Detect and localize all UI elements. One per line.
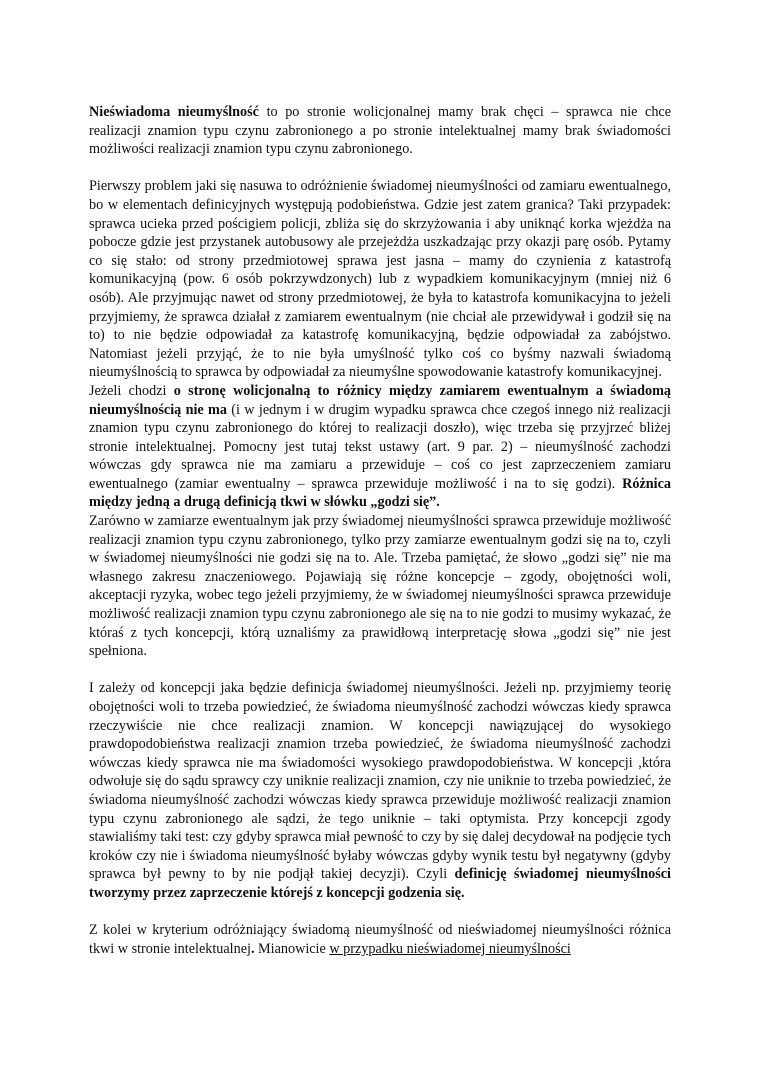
text-span: (i w jednym i w drugim wypadku sprawca chce czegoś innego niż realizacji znamion typu czynu zabronionego do której to realizacji doszło), więc trzeba się przyjrzeć bliżej stronie intelektualnej. Pomocny jest tutaj tekst ustawy (art. 9 par. 2) – nieumyślność zachodzi wówczas gdy sprawca nie ma zamiaru a przewiduje – coś co jest zaprzeczeniem zamiaru ewentualnego (zamiar ewentualny – sprawca przewiduje możliwość i na to się godzi). bbox=[89, 401, 671, 492]
text-span: Mianowicie bbox=[254, 940, 330, 957]
paragraph-kryterium bbox=[89, 921, 671, 958]
paragraph-definition bbox=[89, 103, 671, 159]
paragraph-koncepcje bbox=[89, 679, 671, 902]
paragraph-gap bbox=[89, 159, 671, 178]
bold-period: . bbox=[250, 940, 255, 957]
term-bold: Nieświadoma nieumyślność bbox=[89, 104, 259, 120]
text-span: Zarówno w zamiarze ewentualnym jak przy świadomej nieumyślności sprawca przewiduje możliwość realizacji znamion typu czynu zabronionego, tylko przy zamiarze ewentualnym godzi się na to, czyli w świadomej nieumyślności nie godzi się na to. Ale. Trzeba pamiętać, że słowo „godzi się” nie ma własnego zakresu znaczeniowego. Pojawiają się różne koncepcje – zgody, obojętności woli, akceptacji ryzyka, wobec tego jeżeli przyjmiemy, że w świadomej nieumyślności sprawca przewiduje możliwość realizacji znamion typu czynu zabronionego ale się na to nie godzi to musimy wykazać, że któraś z tych koncepcji, którą uznaliśmy za prawidłową interpretację słowa „godzi się” nie jest spełniona. bbox=[89, 513, 671, 660]
definition-text: to po stronie wolicjonalnej mamy brak chęci – sprawca nie chce realizacji znamion typu czynu zabronionego a po stronie intelektualnej mamy brak świadomości możliwości realizacji znamion typu czynu zabronionego. bbox=[89, 104, 672, 158]
document-page bbox=[89, 103, 671, 958]
paragraph-gap bbox=[89, 903, 671, 922]
bold-span: definicję świadomej nieumyślności tworzymy przez zaprzeczenie którejś z koncepcji godzenia się. bbox=[89, 866, 671, 901]
paragraph-gap bbox=[89, 661, 671, 680]
paragraph-wolicjonalna bbox=[89, 382, 671, 512]
problem-text: Pierwszy problem jaki się nasuwa to odróżnienie świadomej nieumyślności od zamiaru ewentualnego, bo w elementach definicyjnych występują podobieństwa. Gdzie jest zatem granica? Taki przypadek: sprawca ucieka przed pościgiem policji, zbliża się do skrzyżowania i aby uniknąć korka wjeżdża na pobocze gdzie jest przystanek autobusowy ale przejeżdża uszkadzając przy okazji parę osób. Pytamy co się stało: od strony przedmiotowej sprawa jest jasna – mamy do czynienia z katastrofą komunikacyjną (pow. 6 osób pokrzywdzonych) lub z wypadkiem komunikacyjnym (mniej niż 6 osób). Ale przyjmując nawet od strony przedmiotowej, że była to katastrofa komunikacyjna to jeżeli przyjmiemy, że sprawca działał z zamiarem ewentualnym (nie chciał ale przewidywał i godził się na to) to nie będzie odpowiadał za katastrofę komunikacyjną, będzie odpowiadał za zabójstwo. Natomiast jeżeli przyjąć, że to nie była umyślność tylko coś co byśmy nazwali świadomą nieumyślnością to sprawca by odpowiadał za nieumyślne spowodowanie katastrofy komunikacyjnej. bbox=[89, 178, 671, 381]
text-span: Jeżeli chodzi bbox=[89, 382, 174, 399]
bold-span: Różnica między jedną a drugą definicją tkwi w słówku „godzi się”. bbox=[89, 475, 671, 511]
bold-span: o stronę wolicjonalną to różnicy między zamiarem ewentualnym a świadomą nieumyślnością nie ma bbox=[89, 382, 671, 418]
text-span: Z kolei w kryterium odróżniający świadomą nieumyślność od nieświadomej nieumyślności różnica tkwi w stronie intelektualnej bbox=[89, 922, 671, 957]
text-span: I zależy od koncepcji jaka będzie definicja świadomej nieumyślności. Jeżeli np. przyjmiemy teorię obojętności woli to trzeba powiedzieć, że świadoma nieumyślność zachodzi wówczas kiedy sprawca rzeczywiście nie chce realizacji znamion. W koncepcji nawiązującej do wysokiego prawdopodobieństwa realizacji znamion trzeba powiedzieć, że świadoma nieumyślność zachodzi wówczas kiedy sprawca nie ma świadomości wysokiego prawdopodobieństwa. W koncepcji ,która odwołuje się do sądu sprawcy czy uniknie realizacji znamion, czy nie uniknie to trzeba powiedzieć, że świadoma nieumyślność zachodzi wówczas kiedy sprawca przewiduje możliwość realizacji znamion typu czynu zabronionego ale sądzi, że tego uniknie – taki optymista. Przy koncepcji zgody stawialiśmy taki test: czy gdyby sprawca miał pewność to czy by się dalej decydował na podjęcie tych kroków czy nie i świadoma nieumyślność byłaby wówczas gdyby wynik testu był negatywny (gdyby sprawca był pewny to by nie podjął takiej decyzji). Czyli bbox=[89, 680, 671, 883]
paragraph-problem bbox=[89, 177, 671, 382]
paragraph-zamiar bbox=[89, 512, 671, 661]
underlined-span: w przypadku nieświadomej nieumyślności bbox=[329, 940, 571, 957]
